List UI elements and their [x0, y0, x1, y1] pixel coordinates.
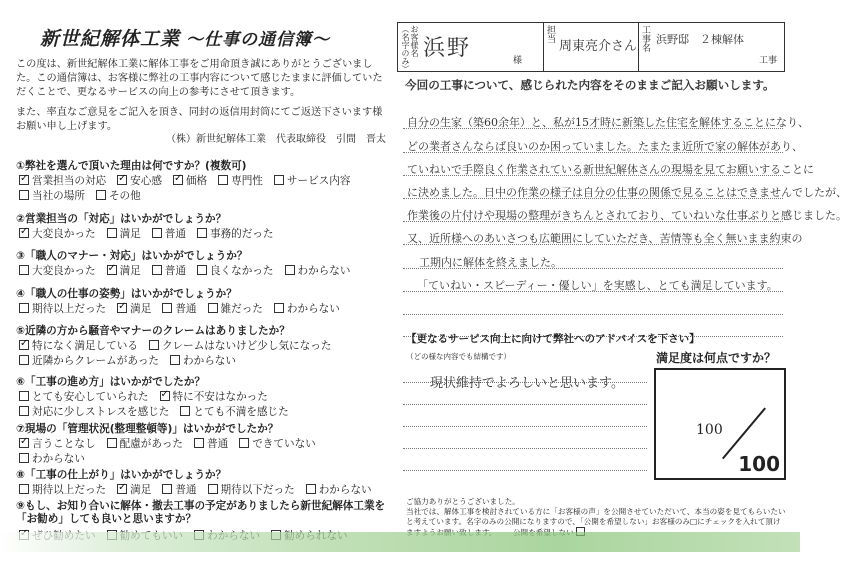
tanto-cell[interactable] [543, 23, 639, 71]
option[interactable] [18, 190, 85, 203]
question-3-title: ③「職人のマナー・対応」はいかがでしょうか？ [16, 250, 248, 262]
option[interactable] [305, 484, 372, 497]
checkbox[interactable] [162, 484, 172, 494]
checkbox[interactable] [107, 228, 117, 238]
option-label: 満足 [130, 303, 152, 315]
footer-thanks: ご協力ありがとうございました。 [406, 497, 520, 506]
question-6-title: ⑥「工事の進め方」はいかがでしたか？ [16, 376, 206, 388]
option[interactable] [169, 355, 236, 368]
checkbox[interactable] [19, 303, 29, 313]
option[interactable] [217, 175, 263, 188]
option-label: わからない [32, 453, 85, 465]
customer-name: 浜野 [423, 36, 472, 61]
option[interactable] [18, 355, 159, 368]
option[interactable] [238, 438, 316, 451]
checkbox[interactable] [107, 438, 117, 448]
option[interactable] [207, 484, 295, 497]
option[interactable] [179, 406, 288, 419]
option[interactable] [284, 265, 351, 278]
option-label: 期待以下だった [220, 484, 295, 496]
option-label: 言うことなし [32, 438, 96, 450]
option-label: 配慮があった [119, 438, 184, 450]
feedback-text-line: に決めました。日中の作業の様子は自分の仕事の関係で見ることはできませんでしたが、 [407, 186, 847, 199]
checkbox[interactable] [152, 265, 162, 275]
footer-note: 当社では、解体工事を検討されている方に「お客様の声」を公開させていただいて、本当の姿を見てもらいたいと考えています。名字のみの公開になりますので、「公開を希望しない」お客様のみ□にチェックを入れて頂け [406, 507, 786, 526]
option-label: 普通 [175, 484, 197, 496]
option[interactable] [116, 175, 162, 188]
feedback-prompt: 今回の工事について、感じられた内容をそのままご記入お願いします。 [405, 78, 775, 92]
checkbox[interactable] [274, 175, 284, 185]
checkbox[interactable] [19, 406, 29, 416]
option[interactable] [193, 438, 228, 451]
form-subtitle: 〜仕事の通信簿〜 [186, 30, 331, 50]
option[interactable] [18, 391, 149, 404]
feedback-text-line: 又、近所様へのあいさつも広範囲にしていただき、苦情等も全く無いまま約束の [407, 232, 803, 245]
option-label: クレームはないけど少し気になった [161, 340, 332, 352]
option[interactable] [106, 265, 141, 278]
option[interactable] [207, 303, 263, 316]
tanto-label: 担当 [545, 25, 555, 43]
company-name: 新世紀解体工業 [40, 28, 181, 50]
option-label: 専門性 [231, 175, 263, 187]
option[interactable] [18, 453, 85, 466]
question-8-options [18, 484, 382, 497]
option-label: 雑だった [220, 303, 263, 315]
checkbox[interactable] [19, 340, 29, 350]
checkbox[interactable] [117, 303, 127, 313]
advice-line [403, 404, 647, 405]
checkbox[interactable] [19, 175, 29, 185]
feedback-line [403, 314, 783, 315]
question-6-options [18, 406, 299, 419]
option-label: 営業担当の対応 [32, 175, 107, 187]
option-label: わからない [286, 303, 340, 315]
option[interactable] [273, 303, 340, 316]
checkbox[interactable] [19, 453, 29, 463]
score-box[interactable] [654, 368, 786, 480]
advice-note: （どの様な内容でも結構です） [406, 352, 511, 361]
checkbox[interactable] [218, 175, 228, 185]
feedback-text-line: ていねいで手際良く作業されている新世紀解体さんの現場を見てお願いすることに [407, 163, 814, 176]
checkbox[interactable] [117, 175, 127, 185]
feedback-text-line: どの業者さんならば良いのか困っていました。たまたま近所で家の解体があり、 [407, 140, 803, 153]
koji-cell[interactable] [638, 23, 783, 71]
option-label: とても安心していられた [32, 391, 149, 403]
checkbox[interactable] [96, 190, 106, 200]
question-4-options [18, 303, 350, 316]
option-label: 特に不安はなかった [172, 391, 268, 403]
option-label: 安心感 [130, 175, 162, 187]
checkbox[interactable] [117, 484, 127, 494]
checkbox[interactable] [160, 391, 170, 401]
advice-line [403, 426, 647, 427]
question-7-title: ⑦現場の「管理状況(整理整頓等)」はいかがでしたか？ [16, 423, 279, 435]
question-1-title: ①弊社を選んで頂いた理由は何ですか？(複数可) [16, 160, 247, 172]
intro-text [16, 58, 388, 140]
checkbox[interactable] [19, 484, 29, 494]
option-label: 近隣からクレームがあった [32, 355, 160, 367]
checkbox[interactable] [274, 303, 284, 313]
form-title [40, 24, 330, 51]
checkbox[interactable] [149, 340, 159, 350]
checkbox[interactable] [152, 228, 162, 238]
koji-label: 工事名 [640, 25, 650, 52]
option-label: 普通 [175, 303, 197, 315]
checkbox[interactable] [208, 303, 218, 313]
decorative-stripe [0, 532, 800, 552]
option-label: とても不満を感じた [193, 406, 289, 418]
checkbox[interactable] [19, 391, 29, 401]
option-label: その他 [108, 190, 141, 202]
info-table [397, 22, 785, 72]
option-label: 対応に少しストレスを感じた [32, 406, 170, 418]
feedback-text-line: 作業後の片付けや現場の整理がきちんとされており、ていねいな仕事ぶりと感じました。 [407, 209, 847, 222]
checkbox[interactable] [19, 228, 29, 238]
score-value: 100 [696, 422, 723, 438]
question-5-title: ⑤近隣の方から騒音やマナーのクレームはありましたか？ [16, 325, 290, 337]
checkbox[interactable] [19, 190, 29, 200]
checkbox[interactable] [239, 438, 249, 448]
option-label: サービス内容 [286, 175, 351, 187]
question-6-options [18, 391, 278, 404]
option[interactable] [161, 303, 196, 316]
tanto-name: 周東亮介さん [559, 39, 638, 54]
question-7-options [18, 438, 326, 451]
option-label: 大変良かった [32, 265, 96, 277]
option-label: 当社の場所 [32, 190, 85, 202]
koji-suffix: 工事 [758, 56, 777, 66]
option[interactable] [116, 303, 151, 316]
option-label: 特になく満足している [32, 340, 138, 352]
option[interactable] [151, 265, 186, 278]
option[interactable] [148, 340, 332, 353]
option[interactable] [151, 228, 186, 241]
option[interactable] [18, 228, 96, 241]
intro-paragraph-1: この度は、新世紀解体工業に解体工事をご用命頂き誠にありがとうございました。この通信簿は、お客様に弊社の工事内容について感じたままに評価していただくことで、更なるサービスの向上の参考にさせて頂きます。 [16, 59, 383, 98]
option[interactable] [159, 391, 268, 404]
option-label: 事務的だった [209, 228, 274, 240]
score-denominator: 100 [738, 452, 780, 476]
option[interactable] [18, 303, 106, 316]
checkbox[interactable] [197, 228, 207, 238]
option[interactable] [18, 406, 169, 419]
question-5-options [18, 355, 246, 368]
feedback-text-line: 「ていねい・スピーディー・優しい」を実感し、とても満足しています。 [417, 279, 778, 292]
option[interactable] [116, 484, 151, 497]
checkbox[interactable] [285, 265, 295, 275]
option-label: 大変良かった [32, 228, 96, 240]
checkbox[interactable] [173, 175, 183, 185]
checkbox[interactable] [19, 265, 29, 275]
option[interactable] [196, 228, 274, 241]
option-label: 普通 [164, 228, 186, 240]
option[interactable] [18, 340, 138, 353]
koji-name: 浜野邸 ２棟解体 [656, 33, 744, 46]
option[interactable] [273, 175, 351, 188]
advice-line [403, 470, 647, 471]
option[interactable] [18, 265, 96, 278]
question-1-options [18, 190, 151, 203]
question-7-options [18, 453, 95, 466]
option-label: わからない [318, 484, 372, 496]
option-label: できていない [252, 438, 316, 450]
checkbox[interactable] [194, 438, 204, 448]
question-3-options [18, 265, 360, 278]
option[interactable] [196, 265, 274, 278]
option-label: 満足 [119, 228, 141, 240]
option-label: 価格 [185, 175, 208, 187]
checkbox[interactable] [162, 303, 172, 313]
checkbox[interactable] [19, 438, 29, 448]
question-9-title: ⑨もし、お知り合いに解体・撤去工事の予定がありましたら新世紀解体工業を「お勧め」しても良いと思いますか？ [16, 500, 386, 525]
signature: （株）新世紀解体工業 代表取締役 引間 晋太 [166, 134, 386, 145]
feedback-text-line: 自分の生家（築60余年）と、私が15才時に新築した住宅を解体することになり、 [407, 116, 809, 129]
customer-cell[interactable] [398, 23, 544, 71]
checkbox[interactable] [197, 265, 207, 275]
option-label: 期待以上だった [32, 484, 107, 496]
advice-text: 現状維持でよろしいと思います。 [430, 376, 624, 391]
option-label: 良くなかった [209, 265, 274, 277]
option[interactable] [18, 484, 106, 497]
question-1-options [18, 175, 360, 188]
option-label: 期待以上だった [32, 303, 107, 315]
option[interactable] [95, 190, 141, 203]
checkbox[interactable] [180, 406, 190, 416]
checkbox[interactable] [19, 355, 29, 365]
option-label: 満足 [130, 484, 152, 496]
question-4-title: ④「職人の仕事の姿勢」はいかがでしょうか？ [16, 288, 237, 300]
score-title: 満足度は何点ですか？ [656, 351, 777, 365]
option-label: わからない [183, 355, 236, 367]
customer-label: お客様名（名字のみ） [401, 25, 419, 73]
option-label: 満足 [119, 265, 141, 277]
checkbox[interactable] [107, 265, 117, 275]
option[interactable] [172, 175, 207, 188]
question-2-title: ②営業担当の「対応」はいかがでしょうか？ [16, 213, 227, 225]
sama-label: 様 [513, 56, 523, 66]
question-2-options [18, 228, 284, 241]
advice-line [403, 448, 647, 449]
advice-title: 【更なるサービス向上に向けて弊社へのアドバイスを下さい】 [406, 333, 700, 345]
checkbox[interactable] [306, 484, 316, 494]
intro-paragraph-2: また、率直なご意見をご記入を頂き、同封の返信用封筒にてご返送下さいます様お願い申し上げます。 [16, 107, 383, 132]
question-5-options [18, 340, 341, 353]
option[interactable] [106, 438, 183, 451]
question-8-title: ⑧「工事の仕上がり」はいかがでしょうか？ [16, 469, 227, 481]
option[interactable] [161, 484, 196, 497]
option[interactable] [106, 228, 141, 241]
option-label: 普通 [207, 438, 229, 450]
checkbox[interactable] [170, 355, 180, 365]
option-label: 普通 [164, 265, 186, 277]
option[interactable] [18, 175, 106, 188]
option-label: わからない [297, 265, 351, 277]
option[interactable] [18, 438, 96, 451]
checkbox[interactable] [208, 484, 218, 494]
feedback-text-line: 工期内に解体を終えました。 [419, 256, 562, 269]
